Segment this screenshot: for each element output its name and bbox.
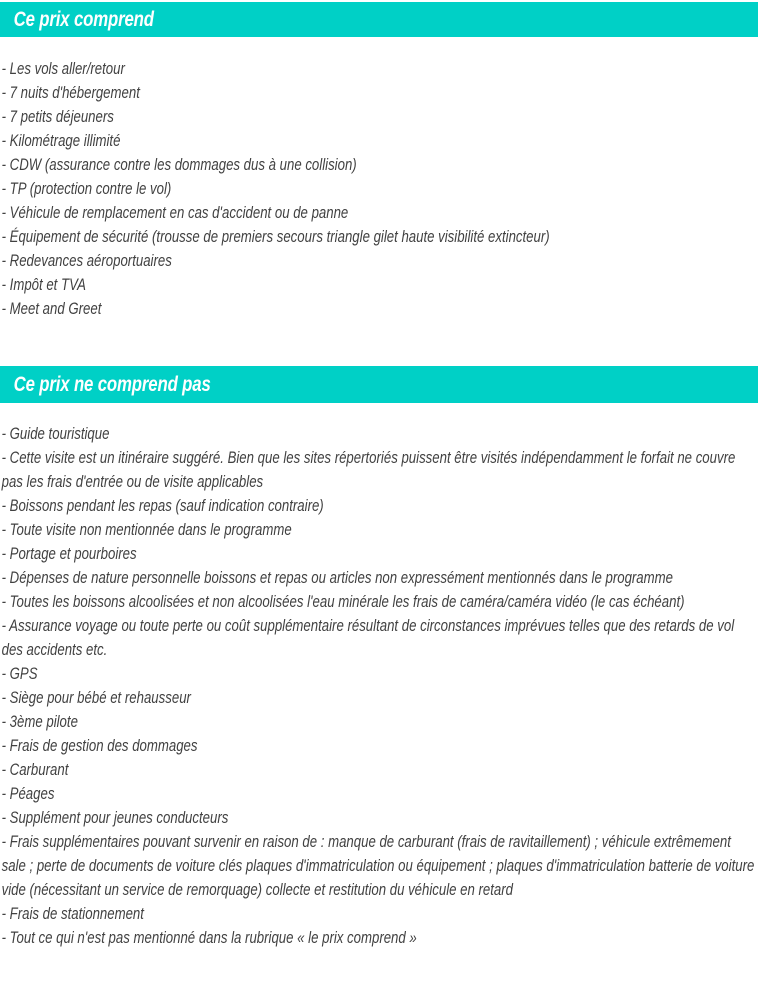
list-item: - Équipement de sécurité (trousse de premiers secours triangle gilet haute visibilité extincteur) — [1, 228, 550, 246]
list-item: - Assurance voyage ou toute perte ou coût supplémentaire résultant de circonstances imprévues telles que des retards de vol des accidents etc. — [1, 617, 735, 659]
excluded-section-header-bar — [0, 366, 758, 403]
list-item: - GPS — [1, 665, 38, 683]
list-item: - Toutes les boissons alcoolisées et non alcoolisées l'eau minérale les frais de caméra/caméra vidéo (le cas échéant) — [1, 593, 685, 611]
list-item: - Toute visite non mentionnée dans le programme — [1, 521, 292, 539]
list-item: - TP (protection contre le vol) — [1, 180, 172, 198]
list-item: - Guide touristique — [1, 425, 110, 443]
list-item: - 3ème pilote — [1, 713, 78, 731]
list-item: - Cette visite est un itinéraire suggéré. Bien que les sites répertoriés puissent être visités indépendamment le forfait ne couvre pas les frais d'entrée ou de visite applicables — [1, 449, 736, 491]
list-item: - Tout ce qui n'est pas mentionné dans la rubrique « le prix comprend » — [1, 929, 417, 947]
list-item: - Meet and Greet — [1, 300, 102, 318]
list-item: - Impôt et TVA — [1, 276, 86, 294]
included-section-title: Ce prix comprend — [13, 7, 154, 31]
list-item: - Carburant — [1, 761, 69, 779]
list-item: - Kilométrage illimité — [1, 132, 121, 150]
list-item: - Siège pour bébé et rehausseur — [1, 689, 191, 707]
list-item: - Dépenses de nature personnelle boissons et repas ou articles non expressément mentionnés dans le programme — [1, 569, 673, 587]
list-item: - Frais supplémentaires pouvant survenir en raison de : manque de carburant (frais de ravitaillement) ; véhicule extrêmement sale ; perte de documents de voiture clés plaques d'immatriculation ou équipement ; plaques d'immatriculation batterie de voiture vide (nécessitant un service de remorquage) collecte et restitution du véhicule en retard — [1, 833, 755, 899]
list-item: - Véhicule de remplacement en cas d'accident ou de panne — [1, 204, 349, 222]
list-item: - CDW (assurance contre les dommages dus à une collision) — [1, 156, 357, 174]
list-item: - Supplément pour jeunes conducteurs — [1, 809, 229, 827]
list-item: - Boissons pendant les repas (sauf indication contraire) — [1, 497, 324, 515]
list-item: - Les vols aller/retour — [1, 60, 125, 78]
list-item: - Portage et pourboires — [1, 545, 137, 563]
list-item: - 7 petits déjeuners — [1, 108, 114, 126]
list-item: - 7 nuits d'hébergement — [1, 84, 140, 102]
list-item: - Péages — [1, 785, 55, 803]
list-item: - Redevances aéroportuaires — [1, 252, 172, 270]
included-section-header-bar — [0, 2, 758, 37]
list-item: - Frais de gestion des dommages — [1, 737, 198, 755]
excluded-section-title: Ce prix ne comprend pas — [13, 372, 211, 396]
list-item: - Frais de stationnement — [1, 905, 144, 923]
excluded-items-list — [0, 422, 758, 950]
included-items-list — [0, 57, 758, 321]
